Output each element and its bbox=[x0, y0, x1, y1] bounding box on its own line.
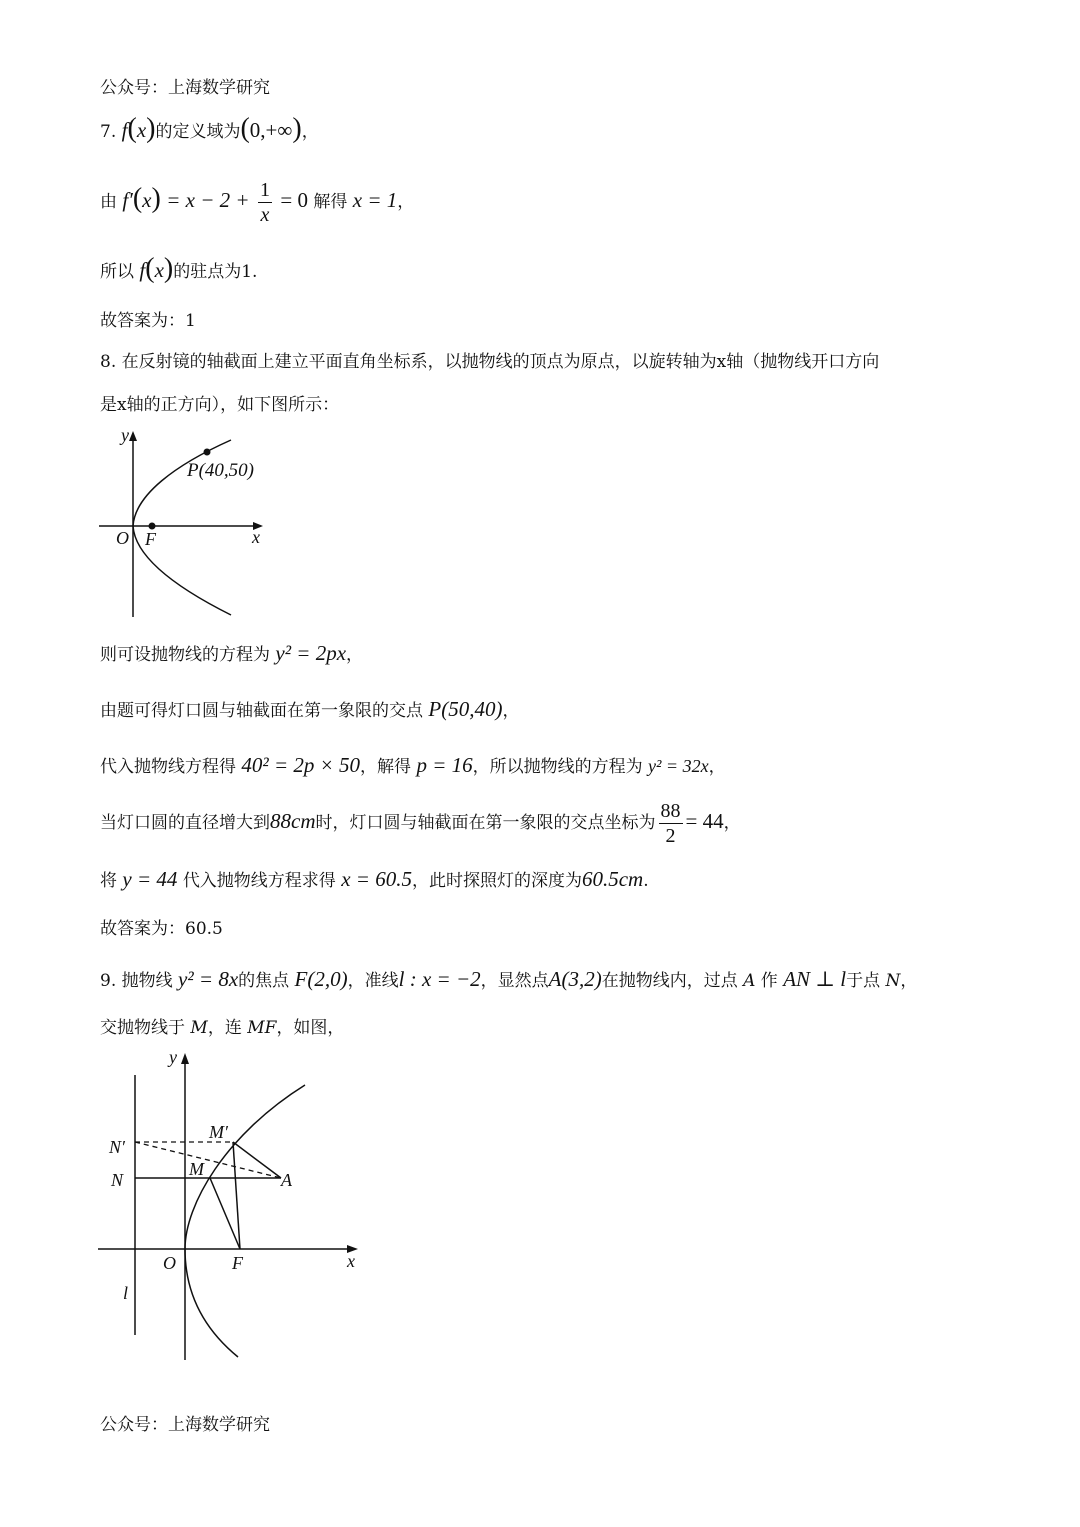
q8-eq1-tail: ， bbox=[346, 645, 364, 665]
q9-line2-t1: ，连 bbox=[207, 1018, 242, 1038]
q8-eq2 bbox=[100, 697, 519, 723]
q9-label-nprime: N′ bbox=[109, 1137, 125, 1157]
q8-eq5-tail: . bbox=[643, 871, 649, 891]
q8-line2: 是x轴的正方向），如下图所示： bbox=[100, 395, 340, 415]
q8-eq5-e3: 60.5cm bbox=[581, 867, 644, 891]
q7-solution: x = 1 bbox=[352, 188, 398, 212]
q8-eq4-frac-num: 88 bbox=[660, 800, 681, 822]
q9-e4: A(3,2) bbox=[548, 967, 602, 991]
q7-x: x bbox=[136, 118, 147, 142]
q8-eq3-tail: ， bbox=[708, 757, 726, 777]
q8-eq5-e1: y = 44 bbox=[122, 867, 178, 891]
q8-label-p: P(40,50) bbox=[187, 460, 255, 481]
q8-label-o: O bbox=[116, 528, 129, 548]
q9-label-o: O bbox=[163, 1253, 176, 1273]
q8-eq4-mid: 时，灯口圆与轴截面在第一象限的交点坐标为 bbox=[315, 813, 656, 833]
q9-label-x: x bbox=[347, 1251, 355, 1271]
q8-eq4-rhs: = 44 bbox=[685, 809, 724, 833]
q7-line1: 7. f(x)的定义域为(0,+∞)， bbox=[100, 113, 319, 144]
q7-line1-tail: ， bbox=[301, 122, 319, 142]
q9-e6: AN ⊥ l bbox=[783, 967, 847, 991]
q7-line3-f: f bbox=[139, 258, 146, 282]
q9-t5: 作 bbox=[760, 971, 778, 991]
q9-label-m: M bbox=[189, 1159, 204, 1179]
q8-eq4 bbox=[100, 797, 741, 848]
q7-eq0: = 0 bbox=[280, 188, 308, 212]
q9-line1 bbox=[100, 967, 917, 993]
q8-eq2-point: P(50,40) bbox=[428, 697, 503, 721]
q9-t3: ，显然点 bbox=[480, 971, 549, 991]
q8-eq4-lead: 当灯口圆的直径增大到 bbox=[100, 813, 270, 833]
q8-eq1 bbox=[100, 641, 363, 667]
q8-eq3 bbox=[100, 753, 726, 779]
q9-label-l: l bbox=[123, 1283, 129, 1303]
q9-e7: N bbox=[885, 971, 901, 991]
q9-line2-m: M bbox=[190, 1018, 208, 1038]
q8-eq1-lead: 则可设抛物线的方程为 bbox=[100, 645, 270, 665]
q7-interval: 0,+∞ bbox=[249, 118, 293, 142]
q8-y-arrow-icon bbox=[129, 431, 137, 441]
q8-point-p bbox=[204, 449, 211, 456]
page-footer: 公众号：上海数学研究 bbox=[100, 1415, 270, 1435]
q9-t7: ， bbox=[900, 971, 918, 991]
q9-e3: l : x = −2 bbox=[398, 967, 481, 991]
q9-line2-t2: ，如图， bbox=[276, 1018, 345, 1038]
q7-line3: 所以 f(x)的驻点为1. bbox=[100, 253, 258, 284]
q8-label-f: F bbox=[145, 529, 156, 549]
q9-t2: ，准线 bbox=[347, 971, 399, 991]
page-header: 公众号：上海数学研究 bbox=[100, 78, 270, 98]
q7-frac-num: 1 bbox=[259, 179, 270, 201]
q7-number: 7. bbox=[100, 122, 117, 142]
q7-line2-rhs: = x − 2 + bbox=[166, 188, 250, 212]
q8-eq1-eq: y² = 2px bbox=[275, 641, 347, 665]
q7-answer: 故答案为：1 bbox=[100, 311, 196, 331]
q8-eq4-frac-den: 2 bbox=[665, 825, 676, 847]
q7-line3-x: x bbox=[154, 258, 164, 282]
q7-line2-tail: ， bbox=[397, 192, 415, 212]
q9-e2: F(2,0) bbox=[294, 967, 348, 991]
q9-e1: y² = 8x bbox=[178, 967, 239, 991]
q9-line2-lead: 交抛物线于 bbox=[100, 1018, 185, 1038]
q8-eq3-e3: y² = 32x bbox=[648, 756, 709, 776]
q8-eq3-e1: 40² = 2p × 50 bbox=[241, 753, 361, 777]
q7-fraction bbox=[258, 178, 272, 227]
q9-label-n: N bbox=[111, 1170, 124, 1190]
q8-eq5 bbox=[100, 867, 649, 893]
q9-label-a: A bbox=[281, 1170, 292, 1190]
q9-line-mprime-a bbox=[233, 1142, 281, 1178]
q7-line2-lead: 由 bbox=[100, 192, 117, 212]
q7-f: f bbox=[121, 118, 128, 142]
q9-t1: 的焦点 bbox=[238, 971, 290, 991]
q8-eq5-mid: 代入抛物线方程求得 bbox=[182, 871, 336, 891]
q8-eq3-lead: 代入抛物线方程得 bbox=[100, 757, 236, 777]
q7-line3-text: 的驻点为1. bbox=[173, 262, 258, 282]
q9-line-mprime-f bbox=[233, 1142, 240, 1249]
q9-label-mprime: M′ bbox=[209, 1122, 228, 1142]
q9-parabola-figure bbox=[95, 1045, 375, 1365]
q8-eq4-tail: ， bbox=[723, 813, 741, 833]
q9-parabola-curve bbox=[185, 1085, 305, 1357]
q8-parabola-figure bbox=[95, 425, 275, 625]
q8-eq5-e2: x = 60.5 bbox=[341, 867, 412, 891]
q8-eq2-lead: 由题可得灯口圆与轴截面在第一象限的交点 bbox=[100, 701, 423, 721]
q7-line2: 由 f′(x) = x − 2 + $\frac{1}{x}$ = 0 解得 x = 1， bbox=[100, 179, 415, 226]
q9-line1-lead: 9. 抛物线 bbox=[100, 971, 173, 991]
q8-eq3-e2: p = 16 bbox=[416, 753, 473, 777]
q8-eq4-fraction bbox=[659, 799, 683, 848]
q9-line-nprime-a bbox=[135, 1142, 281, 1178]
q8-label-y: y bbox=[121, 425, 129, 445]
q8-line1: 8. 在反射镜的轴截面上建立平面直角坐标系，以抛物线的顶点为原点，以旋转轴为x轴（抛物线开口方向 bbox=[100, 352, 880, 372]
q9-e5: A bbox=[743, 971, 756, 991]
q8-eq5-lead: 将 bbox=[100, 871, 117, 891]
q8-eq3-mid: ，解得 bbox=[360, 757, 412, 777]
q7-line2-mid: 解得 bbox=[313, 192, 348, 212]
q7-derivative: f′ bbox=[122, 188, 133, 212]
q8-eq2-tail: ， bbox=[502, 701, 520, 721]
q9-line2-mf: MF bbox=[247, 1018, 277, 1038]
q9-t6: 于点 bbox=[846, 971, 881, 991]
q9-t4: 在抛物线内，过点 bbox=[601, 971, 738, 991]
q7-line2-x: x bbox=[142, 188, 152, 212]
q9-y-arrow-icon bbox=[181, 1053, 189, 1064]
q9-label-y: y bbox=[169, 1047, 177, 1067]
q8-eq4-diameter: 88cm bbox=[270, 809, 316, 833]
q8-eq3-mid2: ，所以抛物线的方程为 bbox=[472, 757, 643, 777]
q8-label-x: x bbox=[252, 527, 260, 547]
q9-line2 bbox=[100, 1016, 344, 1040]
q7-frac-den: x bbox=[260, 204, 270, 226]
q8-answer: 故答案为：60.5 bbox=[100, 919, 223, 939]
q7-domain-text: 的定义域为 bbox=[155, 122, 241, 142]
q7-line3-lead: 所以 bbox=[100, 262, 134, 282]
q9-label-f: F bbox=[232, 1253, 243, 1273]
q8-eq5-mid2: ，此时探照灯的深度为 bbox=[411, 871, 582, 891]
